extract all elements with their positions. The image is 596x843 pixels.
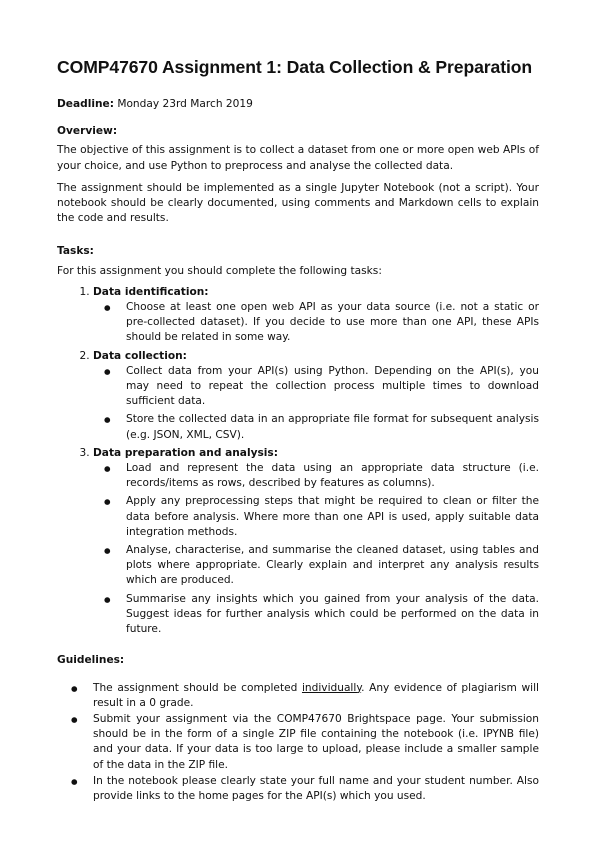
task-item [93,285,539,346]
task-item [93,446,539,637]
guideline-item [93,681,539,711]
guideline-text: . Any evidence of plagiarism will result in a 0 grade. [93,681,539,709]
guideline-item: ● Submit your assignment via the COMP47670 Brightspace page. Your submission should be in the form of a single ZIP file containing the notebook (i.e. IPYNB file) and your data. If your data is too large to upload, please include a smaller sample of the data in the ZIP file. [93,712,539,773]
task-bullet: ● Load and represent the data using an appropriate data structure (i.e. records/items as rows, described by features as columns). [126,461,539,491]
task-title: Data identification: [93,285,209,298]
deadline-value: Monday 23rd March 2019 [117,98,253,110]
task-bullets [93,461,539,637]
task-bullet: ● Analyse, characterise, and summarise the cleaned dataset, using tables and plots where appropriate. Clearly explain and interpret any analysis results which are produced. [126,543,539,589]
guideline-item: ● In the notebook please clearly state your full name and your student number. Also provide links to the home pages for the API(s) which you used. [93,774,539,804]
task-bullet: ● Collect data from your API(s) using Python. Depending on the API(s), you may need to repeat the collection process multiple times to download sufficient data. [126,364,539,410]
deadline-label: Deadline: [57,98,114,110]
tasks-heading: Tasks: [57,245,94,258]
guidelines-heading: Guidelines: [57,654,125,667]
overview-paragraph-1: The objective of this assignment is to collect a dataset from one or more open web APIs of your choice, and use Python to preprocess and analyse the collected data. [57,144,539,172]
task-title: Data preparation and analysis: [93,446,278,459]
tasks-list [57,285,539,637]
task-item [93,349,539,443]
guideline-emphasis: individually [301,681,362,694]
overview-heading: Overview: [57,125,118,138]
task-bullet: ● Summarise any insights which you gained from your analysis of the data. Suggest ideas for further analysis which could be performed on the data in future. [126,592,539,638]
deadline-line [57,97,539,112]
page-title: COMP47670 Assignment 1: Data Collection & Preparation [57,57,533,77]
guidelines-list [57,681,539,805]
task-title: Data collection: [93,349,187,362]
task-bullets [93,300,539,346]
overview-paragraph-2: The assignment should be implemented as a single Jupyter Notebook (not a script). Your notebook should be clearly documented, using comments and Markdown cells to explain the code and results. [57,181,539,225]
task-bullet: ● Store the collected data in an appropriate file format for subsequent analysis (e.g. JSON, XML, CSV). [126,412,539,442]
task-bullet: ● Choose at least one open web API as your data source (i.e. not a static or pre-collected dataset). If you decide to use more than one API, these APIs should be related in some way. [126,300,539,346]
task-bullets [93,364,539,443]
guideline-text: The assignment should be completed [93,681,302,694]
tasks-intro: For this assignment you should complete the following tasks: [57,264,382,277]
task-bullet: ● Apply any preprocessing steps that might be required to clean or filter the data before analysis. Where more than one API is used, apply suitable data integration methods. [126,494,539,540]
